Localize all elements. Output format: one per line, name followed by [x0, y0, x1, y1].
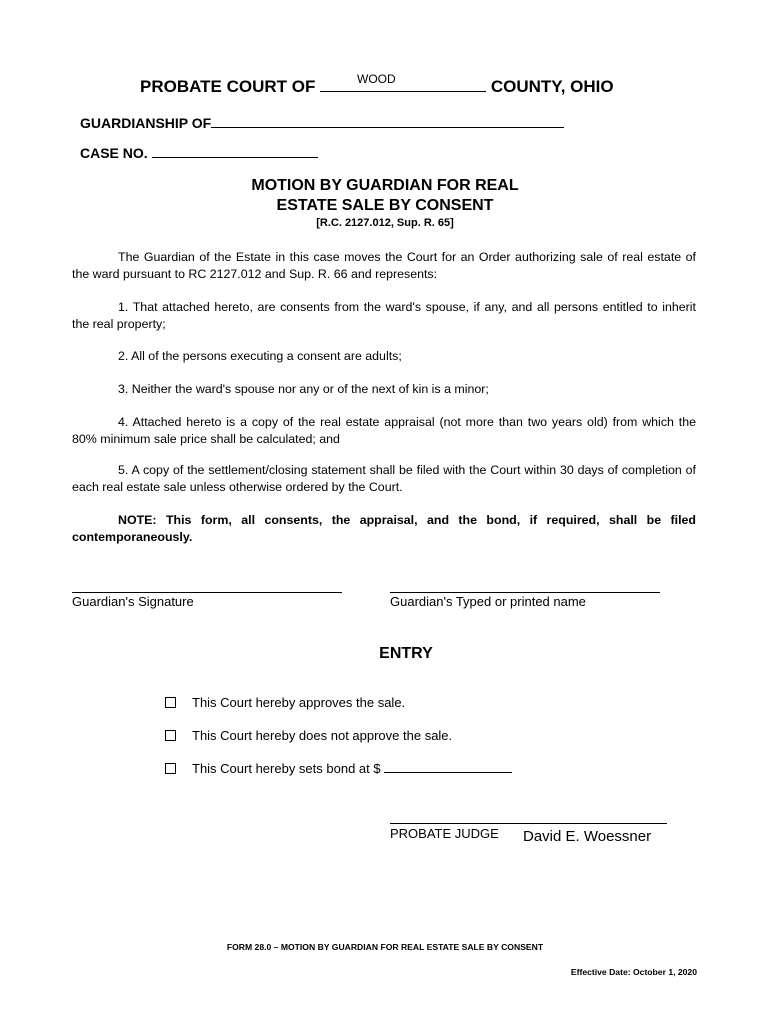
- item-1: 1. That attached hereto, are consents from the ward's spouse, if any, and all persons entitled to inherit the real property;: [72, 300, 696, 331]
- set-bond-checkbox[interactable]: [165, 763, 176, 774]
- judge-name: David E. Woessner: [523, 828, 652, 845]
- court-prefix: PROBATE COURT OF: [140, 77, 316, 96]
- guardianship-label: GUARDIANSHIP OF: [80, 115, 212, 131]
- judge-signature-line[interactable]: [390, 823, 667, 824]
- form-citation: [R.C. 2127.012, Sup. R. 65]: [316, 217, 454, 229]
- form-title-line1: MOTION BY GUARDIAN FOR REAL: [251, 177, 519, 194]
- case-number-row: [80, 145, 318, 161]
- item-3: 3. Neither the ward's spouse nor any or of the next of kin is a minor;: [118, 382, 489, 396]
- note-paragraph: NOTE: This form, all consents, the appraisal, and the bond, if required, shall be filed contemporaneously.: [72, 513, 696, 544]
- county-value: WOOD: [357, 72, 396, 86]
- judge-label: PROBATE JUDGE: [390, 826, 499, 841]
- guardian-printed-name-line[interactable]: [390, 592, 660, 593]
- guardianship-field[interactable]: [211, 117, 564, 128]
- item-4: 4. Attached hereto is a copy of the real estate appraisal (not more than two years old) from which the 80% minimum sale price shall be calculated; and: [72, 415, 696, 446]
- guardian-printed-name-label: Guardian's Typed or printed name: [390, 594, 586, 609]
- footer-effective-date: Effective Date: October 1, 2020: [570, 967, 697, 977]
- intro-paragraph: The Guardian of the Estate in this case moves the Court for an Order authorizing sale of real estate of the ward pursuant to RC 2127.012 and Sup. R. 66 and represents:: [72, 250, 696, 281]
- item-5: 5. A copy of the settlement/closing statement shall be filed with the Court within 30 days of completion of each real estate sale unless otherwise ordered by the Court.: [72, 463, 696, 494]
- entry-heading: ENTRY: [379, 645, 433, 662]
- approve-checkbox[interactable]: [165, 697, 176, 708]
- county-field[interactable]: [320, 79, 486, 92]
- item-2: 2. All of the persons executing a consent are adults;: [118, 349, 402, 363]
- footer-form-title: FORM 28.0 – MOTION BY GUARDIAN FOR REAL ESTATE SALE BY CONSENT: [226, 942, 544, 952]
- guardian-signature-line[interactable]: [72, 592, 342, 593]
- approve-label: This Court hereby approves the sale.: [192, 695, 406, 710]
- form-title-line2: ESTATE SALE BY CONSENT: [276, 197, 494, 214]
- set-bond-row: [192, 761, 512, 776]
- not-approve-checkbox[interactable]: [165, 730, 176, 741]
- bond-amount-field[interactable]: [384, 762, 512, 773]
- guardian-signature-label: Guardian's Signature: [72, 594, 194, 609]
- case-number-label: CASE NO.: [80, 145, 148, 161]
- case-number-field[interactable]: [152, 147, 318, 158]
- not-approve-label: This Court hereby does not approve the sale.: [192, 728, 453, 743]
- set-bond-label: This Court hereby sets bond at $: [192, 761, 381, 776]
- guardianship-row: [80, 115, 564, 131]
- court-suffix: COUNTY, OHIO: [490, 77, 614, 96]
